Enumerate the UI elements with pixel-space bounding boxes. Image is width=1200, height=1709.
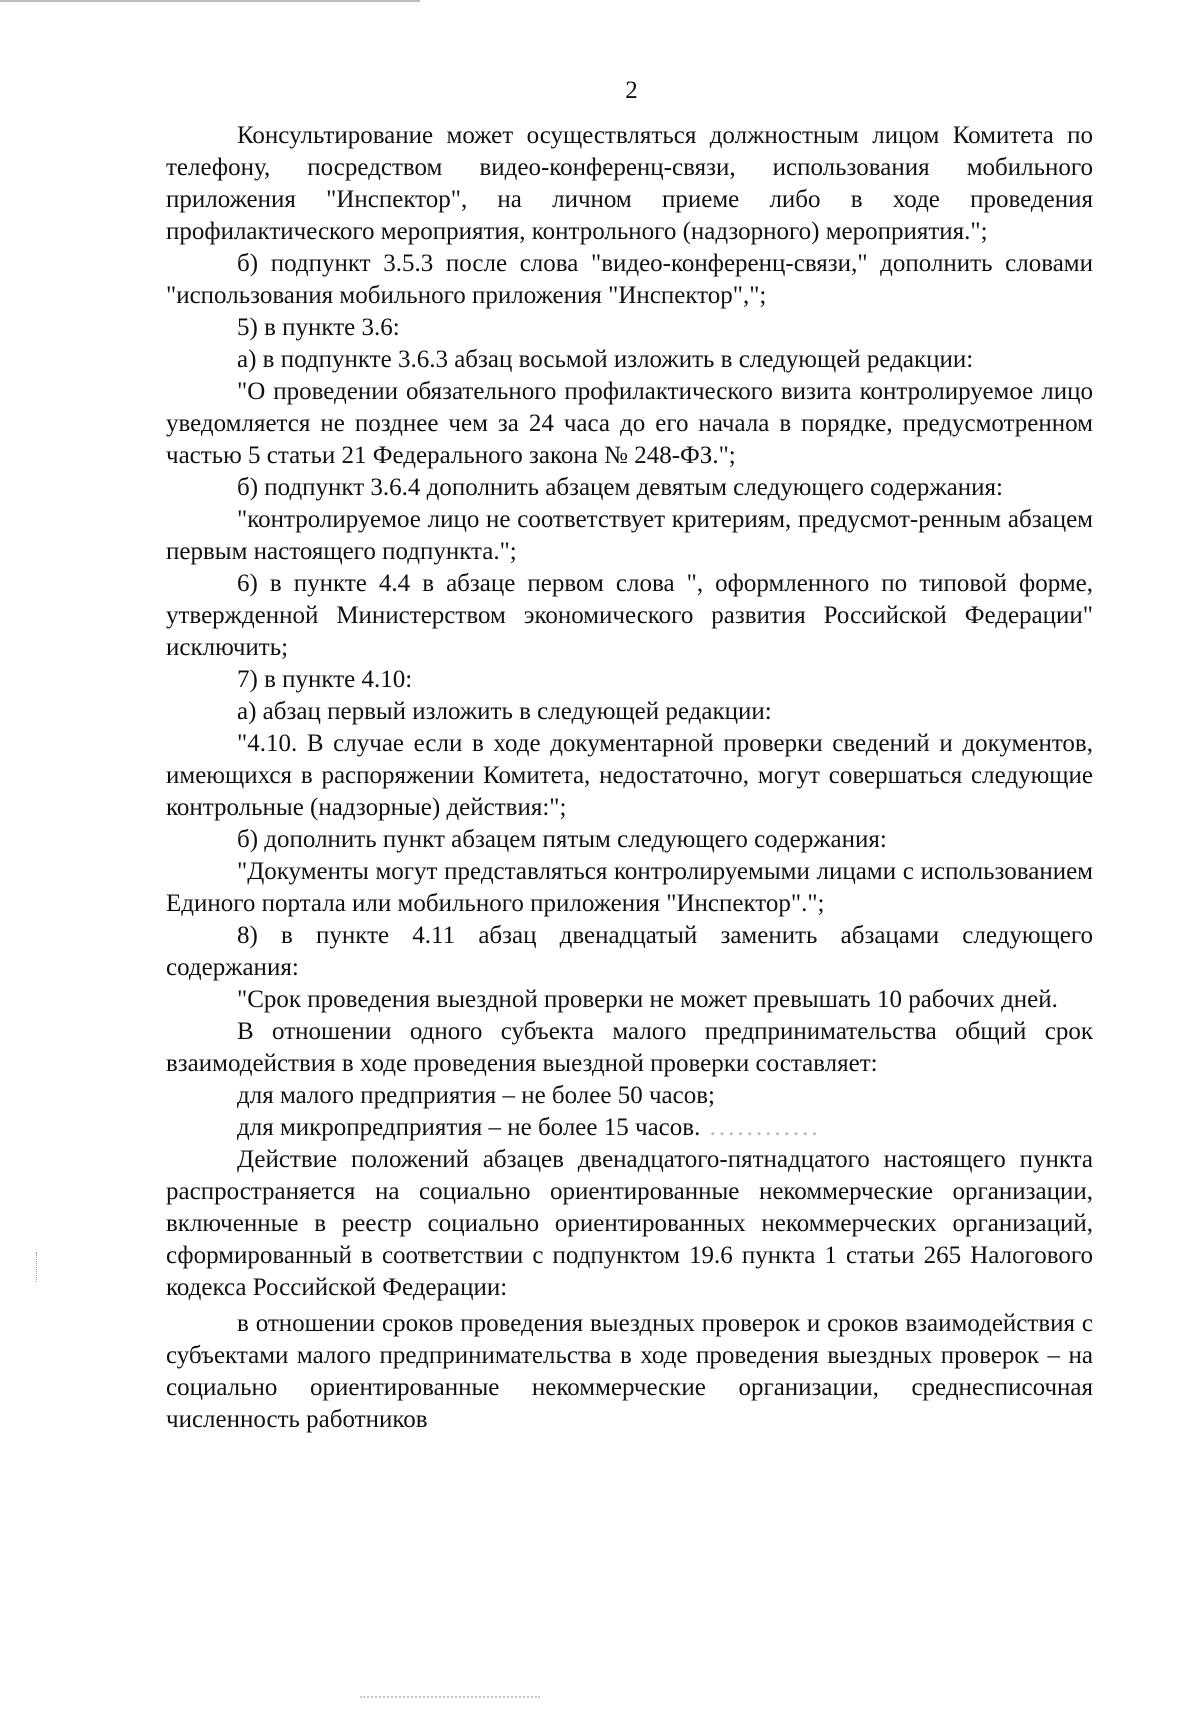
micro-enterprise-text: для микропредприятия – не более 15 часов. [237,1114,701,1141]
paragraph-small-enterprise: для малого предприятия – не более 50 часов; [237,1082,715,1109]
paragraph-item-8: 8) в пункте 4.11 абзац двенадцатый заменить абзацами следующего содержания: [166,922,1093,981]
paragraph-sonko: Действие положений абзацев двенадцатого-пятнадцатого настоящего пункта распространяется на социально ориентированные некоммерческие организации, включенные в реестр социально ориентированных некоммерческих организаций, сформированный в соответствии с подпунктом 19.6 пункта 1 статьи 265 Налогового кодекса Российской Федерации: [166,1146,1093,1301]
paragraph-quote-term: "Срок проведения выездной проверки не может превышать 10 рабочих дней. [237,986,1058,1013]
paragraph-item-7a: а) абзац первый изложить в следующей редакции: [237,698,772,725]
paragraph-quote-visit: "О проведении обязательного профилактического визита контролируемое лицо уведомляется не позднее чем за 24 часа до его начала в порядке, предусмотренном частью 5 статьи 21 Федерального закона № 248-ФЗ."; [166,378,1093,469]
bottom-scan-noise [360,1696,540,1700]
document-body [166,120,1093,1436]
paragraph-subitem-3-6-4: б) подпункт 3.6.4 дополнить абзацем девятым следующего содержания: [237,474,1003,501]
paragraph-quote-4-10: "4.10. В случае если в ходе документарной проверки сведений и документов, имеющихся в распоряжении Комитета, недостаточно, могут совершаться следующие контрольные (надзорные) действия:"; [166,730,1093,821]
paragraph-item-5: 5) в пункте 3.6: [237,314,400,341]
scan-edge-top [0,0,420,2]
paragraph-quote-criteria: "контролируемое лицо не соответствует критериям, предусмот-ренным абзацем первым настоящего подпункта."; [166,506,1093,565]
scan-dots: ............ [700,1114,821,1141]
margin-scan-mark [36,1252,40,1282]
paragraph-subitem-3-6-3: а) в подпункте 3.6.3 абзац восьмой изложить в следующей редакции: [237,346,974,373]
paragraph-consulting: Консультирование может осуществляться должностным лицом Комитета по телефону, посредством видео-конференц-связи, использования мобильного приложения "Инспектор", на личном приеме либо в ходе проведения профилактического мероприятия, контрольного (надзорного) мероприятия."; [166,122,1093,245]
paragraph-micro-enterprise [166,1112,1093,1144]
paragraph-subitem-3-5-3: б) подпункт 3.5.3 после слова "видео-конференц-связи," дополнить словами "использования мобильного приложения "Инспектор","; [166,250,1093,309]
paragraph-terms-sonko: в отношении сроков проведения выездных проверок и сроков взаимодействия с субъектами малого предпринимательства в ходе проведения выездных проверок – на социально ориентированные некоммерческие организации, среднесписочная численность работников [166,1310,1093,1433]
paragraph-small-business: В отношении одного субъекта малого предпринимательства общий срок взаимодействия в ходе проведения выездной проверки составляет: [166,1018,1093,1077]
paragraph-item-7b: б) дополнить пункт абзацем пятым следующего содержания: [237,826,887,853]
page-number: 2 [625,77,638,104]
paragraph-item-6: 6) в пункте 4.4 в абзаце первом слова ", оформленного по типовой форме, утвержденной Министерством экономического развития Российской Федерации" исключить; [166,570,1093,661]
paragraph-quote-documents: "Документы могут представляться контролируемыми лицами с использованием Единого портала или мобильного приложения "Инспектор"."; [166,858,1093,917]
paragraph-item-7: 7) в пункте 4.10: [237,666,413,693]
